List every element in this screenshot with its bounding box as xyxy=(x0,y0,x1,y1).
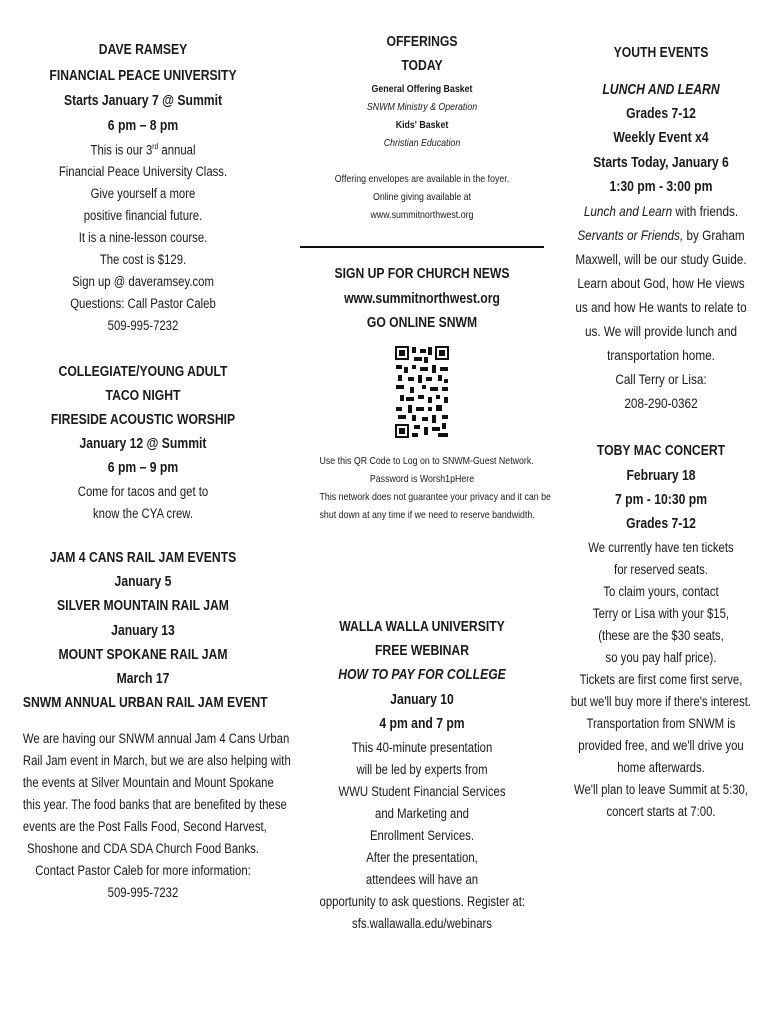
collegiate-date: January 12 @ Summit xyxy=(79,436,207,452)
body-line: Contact Pastor Caleb for more information: xyxy=(35,863,251,878)
body-line: Rail Jam event in March, but we are also helping with xyxy=(22,753,291,768)
lunch-time: 1:30 pm - 3:00 pm xyxy=(609,179,713,195)
qr-note-line: Use this QR Code to Log on to SNWM-Guest Network. xyxy=(319,455,534,467)
body-line: We are having our SNWM annual Jam 4 Cans Urban xyxy=(22,731,290,746)
body-line: Terry or Lisa with your $15, xyxy=(592,606,730,621)
body-line: Shoshone and CDA SDA Church Food Banks. xyxy=(27,841,259,856)
body-line: this year. The food banks that are benefited by these xyxy=(22,797,287,812)
body-line: will be led by experts from xyxy=(356,762,488,777)
jam-heading: MOUNT SPOKANE RAIL JAM xyxy=(58,647,228,663)
body-line: Sign up @ daveramsey.com xyxy=(72,274,214,289)
body-line: This 40-minute presentation xyxy=(351,740,493,755)
body-line: Come for tacos and get to xyxy=(77,484,209,499)
ramsey-subtitle: FINANCIAL PEACE UNIVERSITY xyxy=(49,68,237,84)
body-line: us. We will provide lunch and xyxy=(584,323,738,339)
jam-heading: SILVER MOUNTAIN RAIL JAM xyxy=(57,598,229,614)
news-url: www.summitnorthwest.org xyxy=(344,291,500,307)
body-line: transportation home. xyxy=(607,347,715,363)
qr-note-line: This network does not guarantee your privacy and it can be xyxy=(319,491,551,503)
body-line: (these are the $30 seats, xyxy=(598,628,724,643)
lunch-line: Servants or Friends, by Graham xyxy=(577,227,745,243)
body-line: Financial Peace University Class. xyxy=(58,164,228,179)
offerings-title: OFFERINGS xyxy=(386,34,458,50)
middle-column xyxy=(300,0,551,1024)
left-column xyxy=(0,0,291,1024)
ramsey-time: 6 pm – 8 pm xyxy=(107,118,179,134)
body-line: The cost is $129. xyxy=(99,252,187,267)
body-line: sfs.wallawalla.edu/webinars xyxy=(352,916,492,931)
webinar-free: FREE WEBINAR xyxy=(374,643,470,659)
body-line: concert starts at 7:00. xyxy=(606,804,716,819)
body-line: We currently have ten tickets xyxy=(588,540,734,555)
kids-basket: Kids' Basket xyxy=(395,119,449,131)
webinar-time: 4 pm and 7 pm xyxy=(379,716,465,732)
body-line: 509-995-7232 xyxy=(107,885,179,900)
lunch-weekly: Weekly Event x4 xyxy=(613,130,709,146)
jam-heading: January 5 xyxy=(114,574,172,590)
body-line: 509-995-7232 xyxy=(107,318,179,333)
body-line: attendees will have an xyxy=(365,872,479,887)
body-line: events are the Post Falls Food, Second Harvest, xyxy=(22,819,267,834)
ramsey-title: DAVE RAMSEY xyxy=(98,42,188,58)
body-line: It is a nine-lesson course. xyxy=(78,230,208,245)
jam-title: JAM 4 CANS RAIL JAM EVENTS xyxy=(49,550,237,566)
collegiate-worship: FIRESIDE ACOUSTIC WORSHIP xyxy=(50,412,236,428)
body-line: know the CYA crew. xyxy=(92,506,194,521)
general-basket: General Offering Basket xyxy=(371,83,473,95)
right-column xyxy=(552,0,770,1024)
body-line: www.summitnorthwest.org xyxy=(370,209,474,221)
body-line: the events at Silver Mountain and Mount Spokane xyxy=(22,775,274,790)
body-line: so you pay half price). xyxy=(605,650,717,665)
body-line: Learn about God, how He views xyxy=(577,275,745,291)
body-line: To claim yours, contact xyxy=(603,584,719,599)
body-line: Questions: Call Pastor Caleb xyxy=(70,296,216,311)
body-line: Online giving available at xyxy=(372,191,472,203)
body-line: positive financial future. xyxy=(83,208,203,223)
lunch-starts: Starts Today, January 6 xyxy=(593,155,729,171)
lunch-grades: Grades 7-12 xyxy=(626,106,696,122)
collegiate-time: 6 pm – 9 pm xyxy=(107,460,179,476)
toby-grades: Grades 7-12 xyxy=(626,516,696,532)
body-line: We'll plan to leave Summit at 5:30, xyxy=(573,782,749,797)
body-line: Tickets are first come first serve, xyxy=(579,672,743,687)
news-online: GO ONLINE SNWM xyxy=(366,315,478,331)
ramsey-annual: This is our 3rd annual xyxy=(90,142,196,158)
qr-note-line: shut down at any time if we need to reserve bandwidth. xyxy=(319,509,535,521)
body-line: Offering envelopes are available in the foyer. xyxy=(334,173,510,185)
body-line: Maxwell, will be our study Guide. xyxy=(575,251,747,267)
body-line: but we'll buy more if there's interest. xyxy=(570,694,752,709)
jam-heading: January 13 xyxy=(111,623,175,639)
webinar-title: WALLA WALLA UNIVERSITY xyxy=(339,619,505,635)
body-line: and Marketing and xyxy=(375,806,469,821)
general-basket-sub: SNWM Ministry & Operation xyxy=(366,101,478,113)
webinar-date: January 10 xyxy=(390,692,454,708)
section-divider xyxy=(300,246,544,248)
collegiate-title: COLLEGIATE/YOUNG ADULT xyxy=(58,364,228,380)
toby-time: 7 pm - 10:30 pm xyxy=(614,492,708,508)
body-line: home afterwards. xyxy=(617,760,705,775)
toby-title: TOBY MAC CONCERT xyxy=(596,443,726,459)
body-line: provided free, and we'll drive you xyxy=(578,738,744,753)
qr-note-line: Password is Worsh1pHere xyxy=(369,473,475,485)
jam-heading: March 17 xyxy=(116,671,170,687)
body-line: Give yourself a more xyxy=(90,186,196,201)
lunch-line: Lunch and Learn with friends. xyxy=(583,203,739,219)
jam-heading: SNWM ANNUAL URBAN RAIL JAM EVENT xyxy=(22,695,268,711)
news-title: SIGN UP FOR CHURCH NEWS xyxy=(334,266,510,282)
body-line: us and how He wants to relate to xyxy=(575,299,747,315)
webinar-topic: HOW TO PAY FOR COLLEGE xyxy=(338,667,506,683)
body-line: After the presentation, xyxy=(366,850,478,865)
body-line: Enrollment Services. xyxy=(369,828,474,843)
body-line: 208-290-0362 xyxy=(624,395,698,411)
ramsey-starts: Starts January 7 @ Summit xyxy=(63,93,223,109)
offerings-today: TODAY xyxy=(401,58,443,74)
body-line: Transportation from SNWM is xyxy=(586,716,736,731)
youth-title: YOUTH EVENTS xyxy=(613,45,709,61)
body-line: opportunity to ask questions. Register at: xyxy=(319,894,526,909)
body-line: WWU Student Financial Services xyxy=(338,784,506,799)
collegiate-subtitle: TACO NIGHT xyxy=(105,388,181,404)
kids-basket-sub: Christian Education xyxy=(383,137,461,149)
wifi-qr-code xyxy=(394,345,450,439)
body-line: for reserved seats. xyxy=(614,562,708,577)
toby-date: February 18 xyxy=(626,468,696,484)
lunch-and-learn-title: LUNCH AND LEARN xyxy=(602,82,720,98)
body-line: Call Terry or Lisa: xyxy=(615,371,707,387)
